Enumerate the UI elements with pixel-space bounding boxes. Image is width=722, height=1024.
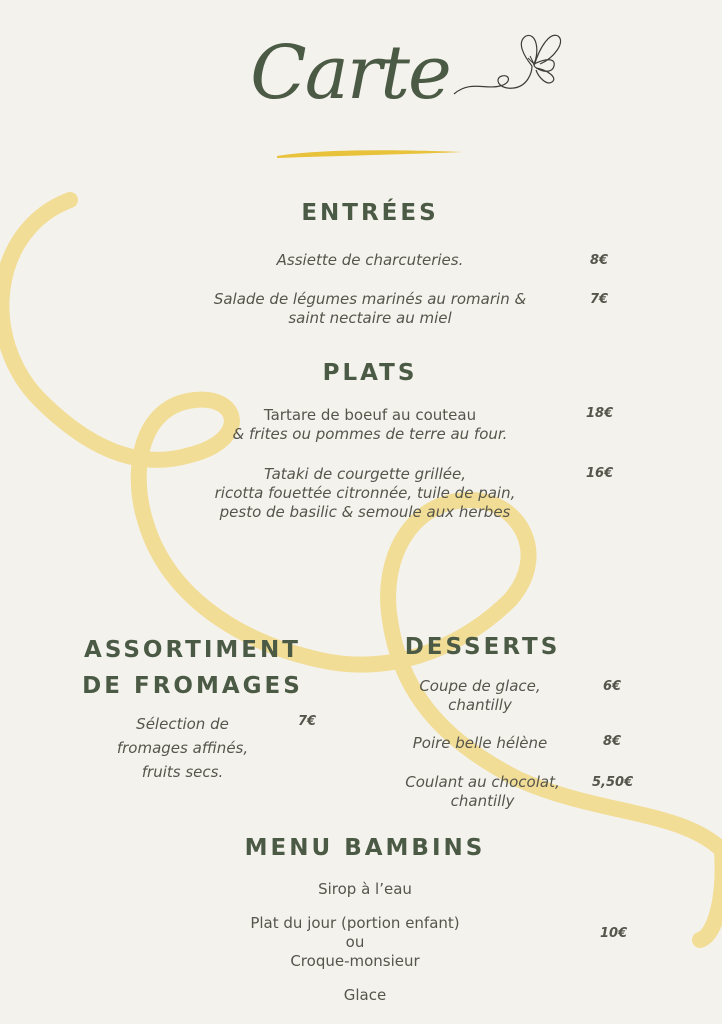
page-title: Carte	[250, 30, 450, 116]
bambins-item-plat: Plat du jour (portion enfant) ou Croque-monsieur	[250, 914, 460, 970]
price-entree-2: 7€	[590, 292, 609, 307]
menu-item-dessert-1: Coupe de glace, chantilly	[419, 677, 541, 714]
price-plat-1: 18€	[586, 406, 614, 421]
section-heading-fromages: ASSORTIMENT DE FROMAGES	[82, 637, 303, 699]
section-heading-desserts: DESSERTS	[404, 634, 561, 660]
section-heading-plats: PLATS	[322, 360, 418, 386]
price-fromage-1: 7€	[298, 714, 317, 729]
price-dessert-2: 8€	[603, 734, 622, 749]
menu-item-dessert-2: Poire belle hélène	[412, 734, 548, 752]
menu-item-plat-1: Tartare de boeuf au couteau & frites ou pommes de terre au four.	[232, 406, 508, 443]
price-dessert-3: 5,50€	[592, 775, 634, 790]
title-underline	[275, 146, 465, 162]
butterfly-icon	[450, 28, 570, 108]
menu-item-entree-2: Salade de légumes marinés au romarin & saint nectaire au miel	[213, 290, 527, 327]
section-heading-bambins: MENU BAMBINS	[244, 835, 486, 861]
price-dessert-1: 6€	[603, 679, 622, 694]
section-heading-entrees: ENTRÉES	[301, 200, 439, 226]
menu-item-dessert-3: Coulant au chocolat, chantilly	[405, 773, 560, 810]
bambins-item-sirop: Sirop à l’eau	[318, 880, 412, 898]
bambins-item-glace: Glace	[343, 986, 387, 1004]
menu-item-fromage-1: Sélection de fromages affinés, fruits secs.	[116, 715, 249, 781]
menu-item-entree-1: Assiette de charcuteries.	[276, 251, 464, 269]
price-entree-1: 8€	[590, 253, 609, 268]
price-plat-2: 16€	[586, 466, 614, 481]
menu-item-plat-2: Tataki de courgette grillée, ricotta fouettée citronnée, tuile de pain, pesto de basilic & semoule aux herbes	[214, 465, 516, 521]
price-bambins: 10€	[600, 926, 628, 941]
